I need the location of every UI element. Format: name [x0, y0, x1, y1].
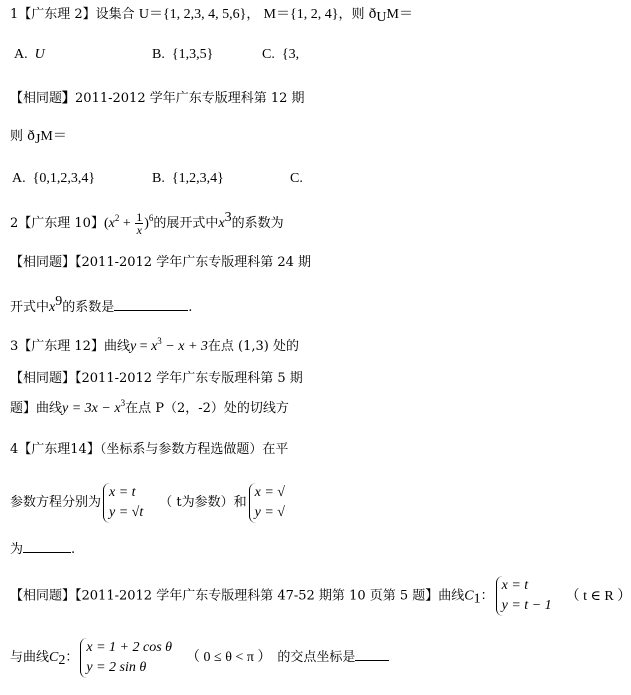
var-x9: x: [49, 300, 56, 315]
exp-2: 2: [114, 213, 120, 223]
r1-head: 【相同题: [10, 91, 63, 106]
r3-equation: [62, 398, 126, 416]
r4-cont-line: [10, 636, 389, 680]
sys-line: y = √t: [109, 504, 144, 520]
q2-tail2: 的系数为: [231, 216, 284, 231]
option-value: {3,: [281, 47, 300, 62]
q4-line: [10, 441, 308, 459]
paren-close: ): [144, 216, 149, 231]
option-label: B.: [152, 47, 165, 62]
curve-c1: C: [464, 588, 474, 604]
r2-line: [10, 254, 311, 272]
r3-tail: 在点 P（2，-2）处的切线方: [125, 401, 289, 416]
colon: ：: [65, 650, 79, 665]
var-x3: x: [218, 216, 225, 231]
q2-head: 2【广东理 10】: [10, 216, 104, 231]
sys-line: y = t − 1: [501, 598, 552, 613]
r1-line: [10, 90, 308, 108]
r1-mark: 】: [62, 91, 76, 106]
q1-option-b: [152, 46, 213, 64]
r1-option-a: [12, 170, 95, 188]
q1-comp-sub: U: [376, 10, 387, 25]
r4-head: 【相同题】【2011-2012 学年广东专版理科第 47-52 期第 10 页第 5 题】曲线: [10, 588, 465, 604]
q1-option-c: [262, 46, 308, 64]
r3-cont-line: [10, 400, 308, 418]
q1-sep: ，: [246, 7, 260, 22]
r2-cont: 开式中: [10, 300, 50, 315]
var-x: x: [151, 339, 158, 354]
r1-cont-pre: 则 ð: [10, 129, 35, 144]
r1-option-c: [290, 170, 303, 188]
eq-mid: =: [136, 339, 152, 354]
q4-answer-line: [10, 540, 75, 559]
q3-tail: 在点 (1,3) 处的: [207, 339, 299, 354]
q1-comp-tail: M＝: [386, 7, 413, 22]
option-value: {1,3,5}: [171, 47, 214, 62]
option-label: C.: [290, 171, 303, 186]
q4-answer-pre: 为: [10, 542, 24, 557]
option-label: C.: [262, 47, 275, 62]
colon: ：: [480, 588, 494, 604]
option-value: {1,2,3,4}: [171, 171, 224, 186]
r2-cont-line: [10, 294, 193, 317]
q4-cont: 参数方程分别为: [10, 495, 102, 510]
q2-tail: 的展开式中: [153, 216, 219, 231]
sys-line: x = t: [501, 578, 529, 593]
eq-rest: − x + 3: [161, 339, 208, 354]
var-x: x: [108, 216, 115, 231]
exp-9: 9: [55, 294, 63, 309]
option-label: A.: [14, 47, 28, 62]
plus-sign: +: [119, 216, 135, 231]
exp-3: 3: [224, 210, 232, 225]
var-y: y: [129, 339, 137, 354]
r3-head: 【相同题】【2011-2012 学年广东专版理科第 5 期: [10, 371, 303, 386]
c1-sub: 1: [473, 591, 481, 607]
paren-open: (: [103, 216, 109, 231]
q1-tail: ，则 ð: [338, 7, 377, 22]
r4-system-2: [80, 638, 172, 678]
option-label: B.: [152, 171, 165, 186]
q3-equation: [129, 336, 208, 354]
r4-cond2: （ 0 ≤ θ < π ）: [186, 650, 272, 665]
sys-line: y = √: [254, 504, 285, 520]
q2-expression: [103, 210, 154, 238]
r3-line: [10, 370, 308, 388]
sys-line: x = 1 + 2 cos θ: [86, 639, 173, 655]
q1-line: [10, 6, 413, 24]
sys-line: x = t: [109, 484, 136, 500]
curve-c2: C: [49, 650, 59, 665]
q3-line: [10, 338, 308, 356]
q1-head: 1【广东理 2】设集合: [10, 7, 135, 22]
r4-cont: 与曲线: [10, 650, 50, 665]
r4-cond: （ t ∈ R ）: [565, 588, 631, 604]
r4-tail: 的交点坐标是: [277, 650, 356, 665]
r1-option-b: [152, 170, 224, 188]
q3-head: 3【广东理 12】曲线: [10, 339, 130, 354]
q2-line: [10, 206, 308, 242]
set-m: M＝{1, 2, 4}: [263, 7, 339, 22]
option-value: U: [34, 47, 45, 62]
exp-3: 3: [120, 398, 126, 408]
fraction: [135, 211, 143, 236]
r1-cont-tail: M＝: [40, 129, 67, 144]
exp-3: 3: [157, 336, 162, 346]
r1-cont-sub: J: [34, 132, 41, 147]
answer-blank: [355, 648, 389, 661]
r1-tail: 2011-2012 学年广东专版理科第 12 期: [75, 91, 305, 106]
frac-den: x: [136, 223, 142, 238]
q4-system-2: [249, 483, 285, 523]
q4-system-1: [103, 483, 143, 523]
set-u: U＝{1, 2,3, 4, 5,6}: [138, 7, 247, 22]
answer-blank: [114, 298, 188, 311]
r2-cont-tail: 的系数是: [62, 300, 115, 315]
sys-line: x = √: [254, 484, 285, 500]
var-y: y: [62, 401, 69, 416]
r2-end: .: [188, 300, 193, 315]
q4-cont-line: [10, 478, 308, 528]
r1-cont-line: [10, 128, 67, 146]
option-value: {0,1,2,3,4}: [32, 171, 96, 186]
c2-sub: 2: [58, 653, 66, 668]
r2-head: 【相同题】【2011-2012 学年广东专版理科第 24 期: [10, 255, 311, 270]
q4-head: 4【广东理14】（坐标系与参数方程选做题）在平: [10, 442, 289, 457]
q1-option-a: [14, 46, 45, 64]
r4-system-1: [496, 576, 552, 616]
q4-end: .: [71, 542, 76, 557]
r4-line: [10, 576, 631, 616]
exp-6: 6: [148, 213, 154, 223]
sys-line: y = 2 sin θ: [86, 659, 147, 675]
r3-cont: 题】曲线: [10, 401, 63, 416]
q4-param: （ t为参数）和: [159, 495, 247, 510]
answer-blank: [23, 540, 71, 553]
eq-mid: = 3x − x: [68, 401, 121, 416]
frac-num: 1: [136, 210, 143, 225]
option-label: A.: [12, 171, 26, 186]
